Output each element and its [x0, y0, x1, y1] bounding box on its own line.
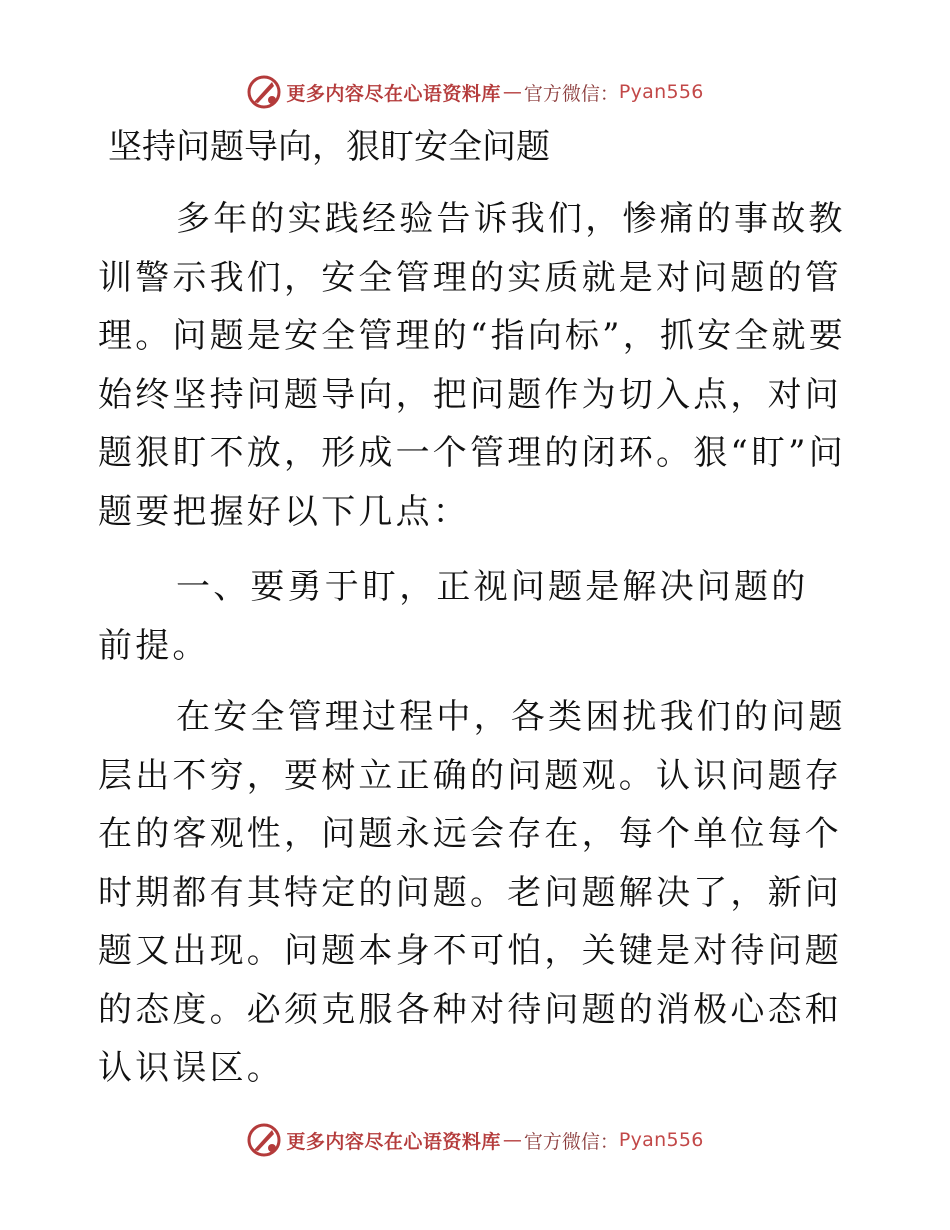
watermark-text: 更多内容尽在心语资料库: [286, 82, 501, 105]
document-title: 坚持问题导向，狠盯安全问题: [108, 127, 550, 167]
quill-circle-logo-icon: [246, 74, 282, 110]
quill-circle-logo-icon: [246, 1122, 282, 1158]
watermark-wechat-label: 官方微信：: [523, 1130, 619, 1153]
footer-watermark: [0, 1120, 950, 1160]
watermark-text: 更多内容尽在心语资料库: [286, 1130, 501, 1153]
watermark-wechat-label: 官方微信：: [523, 82, 619, 105]
watermark-dash: —: [502, 1129, 522, 1151]
paragraph-intro: 多年的实践经验告诉我们，惨痛的事故教训警示我们，安全管理的实质就是对问题的管理。问题是安全管理的“指向标”，抓安全就要始终坚持问题导向，把问题作为切入点，对问题狠盯不放，形成一个管理的闭环。狠“盯”问题要把握好以下几点：: [98, 199, 846, 532]
header-watermark: [0, 72, 950, 112]
section-heading-1: 一、要勇于盯，正视问题是解决问题的前提。: [98, 567, 809, 666]
paragraph-section-1: 在安全管理过程中，各类困扰我们的问题层出不穷，要树立正确的问题观。认识问题存在的客观性，问题永远会存在，每个单位每个时期都有其特定的问题。老问题解决了，新问题又出现。问题本身不可怕，关键是对待问题的态度。必须克服各种对待问题的消极心态和认识误区。: [98, 697, 846, 1088]
watermark-dash: —: [502, 81, 522, 103]
watermark-wechat-id: Pyan556: [618, 81, 704, 103]
watermark-wechat-id: Pyan556: [618, 1129, 704, 1151]
